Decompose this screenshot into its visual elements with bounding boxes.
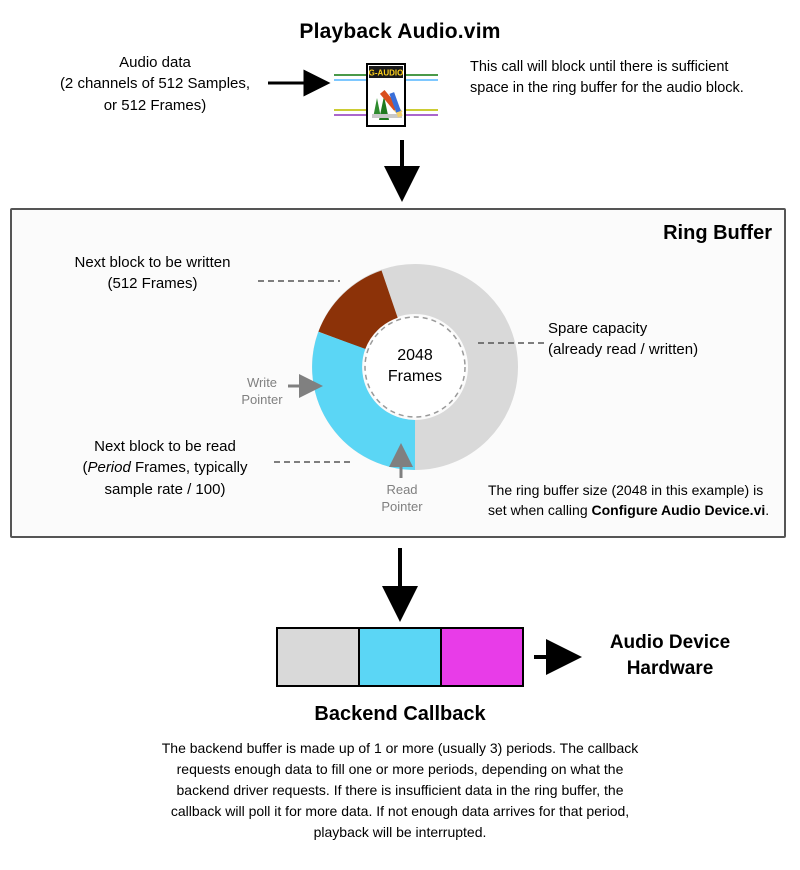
next-write-block-line-2: (512 Frames) — [107, 275, 198, 293]
svg-text:G-AUDIO: G-AUDIO — [368, 68, 404, 78]
ring-buffer-title: Ring Buffer — [663, 222, 772, 244]
ring-buffer-size-note — [488, 480, 778, 521]
read-pointer-line-1: Read — [386, 482, 418, 497]
write-pointer-line-1: Write — [246, 375, 278, 390]
audio-data-line-3: or 512 Frames) — [103, 96, 207, 114]
g-audio-vi-icon — [334, 62, 438, 128]
audio-data-label — [20, 52, 290, 116]
spare-capacity-line-1: Spare capacity — [548, 320, 648, 337]
audio-device-line-2: Hardware — [626, 657, 714, 679]
next-read-block-line-1: Next block to be read — [94, 438, 236, 455]
next-read-period-word: Period — [87, 459, 131, 477]
ring-size-note-suffix: . — [765, 502, 770, 519]
ring-buffer-center-value: 2048 — [397, 347, 433, 365]
next-read-rest: Frames, typically — [130, 459, 248, 477]
blocking-note: This call will block until there is sufficient space in the ring buffer for the audio block. — [470, 59, 744, 97]
read-pointer-line-2: Pointer — [381, 498, 423, 514]
write-pointer-label — [222, 375, 302, 409]
ring-buffer-center-unit: Frames — [387, 368, 443, 385]
audio-data-line-1: Audio data — [119, 54, 191, 71]
backend-callback-note: The backend buffer is made up of 1 or more (usually 3) periods. The callback requests enough data to fill one or more periods, depending on what the backend driver requests. If there is insufficient data in the ring buffer, the callback will poll it for more data. If not enough data arrives for that period, playback will be interrupted. — [161, 740, 639, 840]
read-pointer-label — [362, 482, 442, 516]
ring-size-note-prefix: The ring buffer size (2048 in this example) is set when calling — [488, 482, 764, 519]
ring-buffer-center-label — [300, 252, 530, 482]
write-pointer-line-2: Pointer — [241, 391, 283, 407]
configure-audio-device-vi-name: Configure Audio Device.vi — [591, 502, 766, 519]
audio-device-line-1: Audio Device — [609, 632, 731, 653]
next-read-paren: ( — [82, 459, 88, 477]
backend-period-3 — [440, 629, 522, 685]
next-write-block-label — [20, 252, 285, 295]
backend-callback-title: Backend Callback — [314, 703, 486, 725]
next-write-block-line-1: Next block to be written — [74, 254, 231, 271]
backend-period-1 — [278, 629, 358, 685]
next-read-block-label — [40, 436, 290, 500]
spare-capacity-line-2: (already read / written) — [548, 341, 699, 359]
page-title: Playback Audio.vim — [299, 20, 501, 43]
backend-buffer — [276, 627, 524, 687]
audio-device-hardware-title — [570, 630, 770, 681]
spare-capacity-label — [548, 318, 788, 361]
next-read-block-line-3: sample rate / 100) — [104, 480, 226, 498]
audio-data-line-2: (2 channels of 512 Samples, — [59, 75, 251, 93]
next-read-block-line-2 — [40, 457, 290, 478]
backend-period-2 — [358, 629, 440, 685]
